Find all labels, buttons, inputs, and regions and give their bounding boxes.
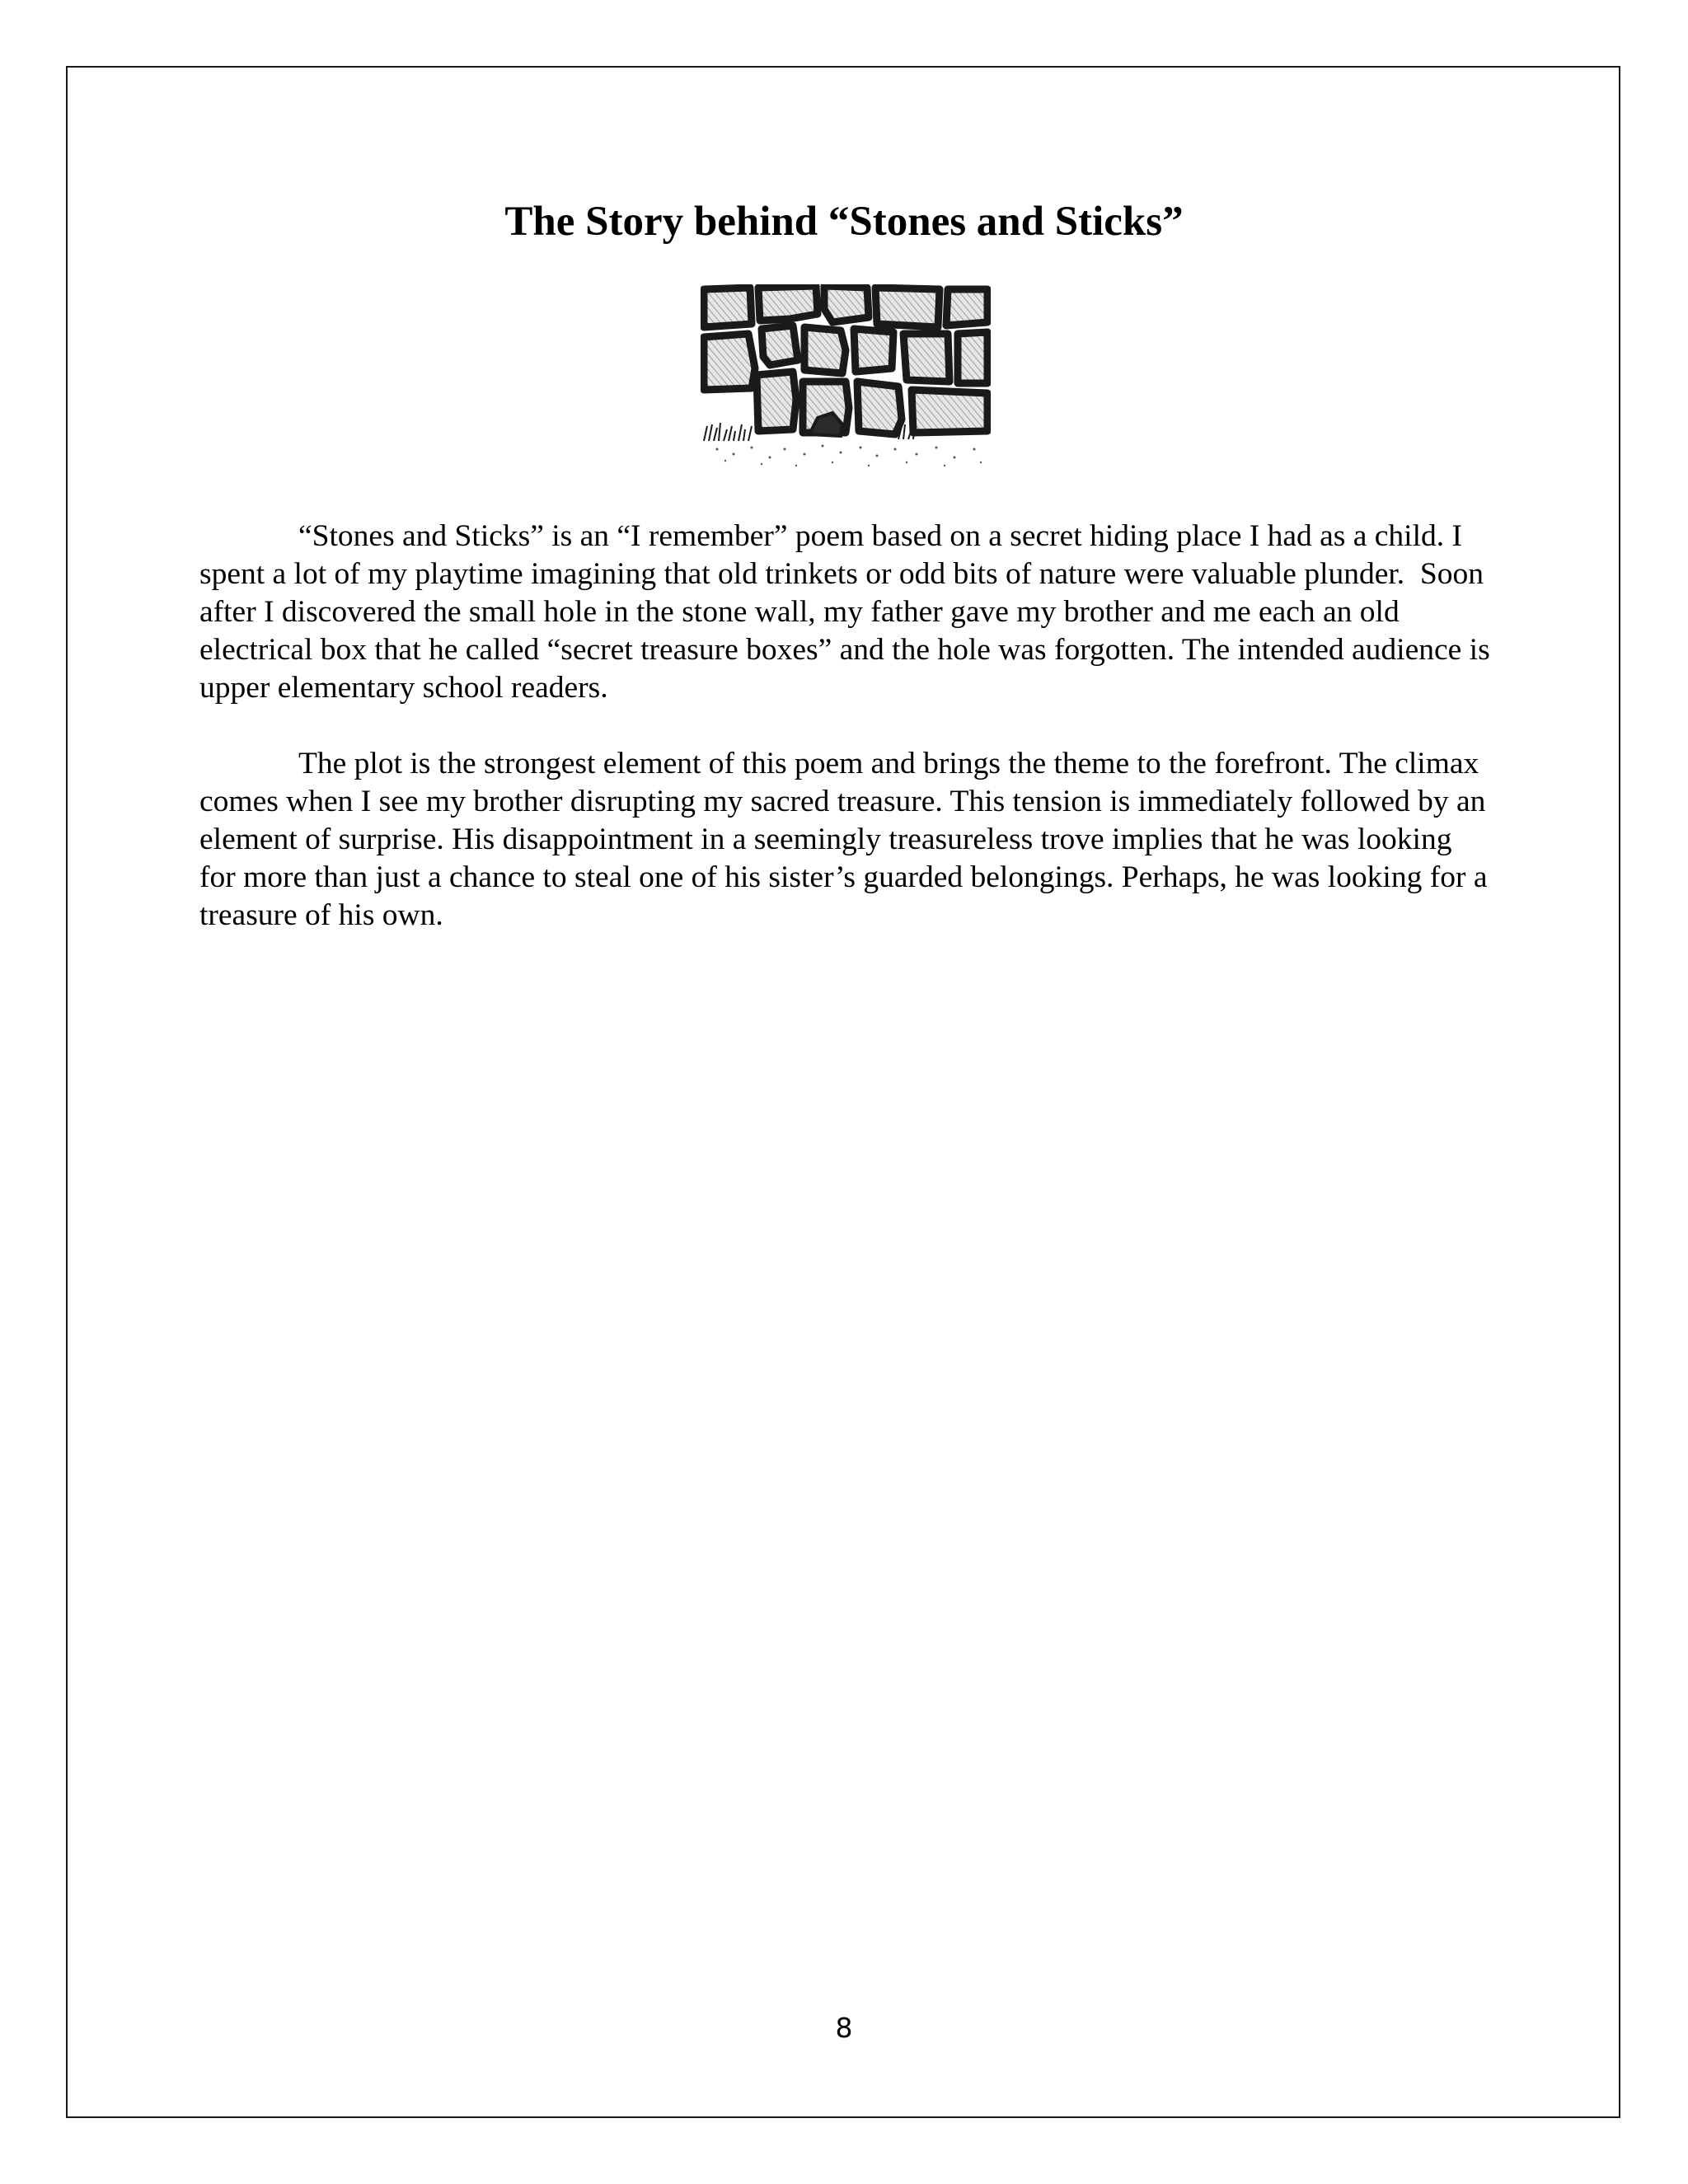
paragraph-intro: “Stones and Sticks” is an “I remember” poem based on a secret hiding place I had as a child. I spent a lot of my playtime imagining that old trinkets or odd bits of nature were valuable plunder. Soon after I discovered the small hole in the stone wall, my father gave my brother and me each an old electrical box that he called “secret treasure boxes” and the hole was forgotten. The intended audience is upper elementary school readers. bbox=[199, 519, 1490, 705]
body-text bbox=[199, 518, 1493, 972]
stone-wall-illustration bbox=[701, 284, 991, 478]
page-title: The Story behind “Stones and Sticks” bbox=[504, 199, 1184, 245]
page-number: 8 bbox=[835, 2012, 853, 2044]
paragraph-plot: The plot is the strongest element of this poem and brings the theme to the forefront. The climax comes when I see my brother disrupting my sacred treasure. This tension is immediately followed by an element of surprise. His disappointment in a seemingly treasureless trove implies that he was looking for more than just a chance to steal one of his sister’s guarded belongings. Perhaps, he was looking for a treasure of his own. bbox=[199, 747, 1488, 932]
